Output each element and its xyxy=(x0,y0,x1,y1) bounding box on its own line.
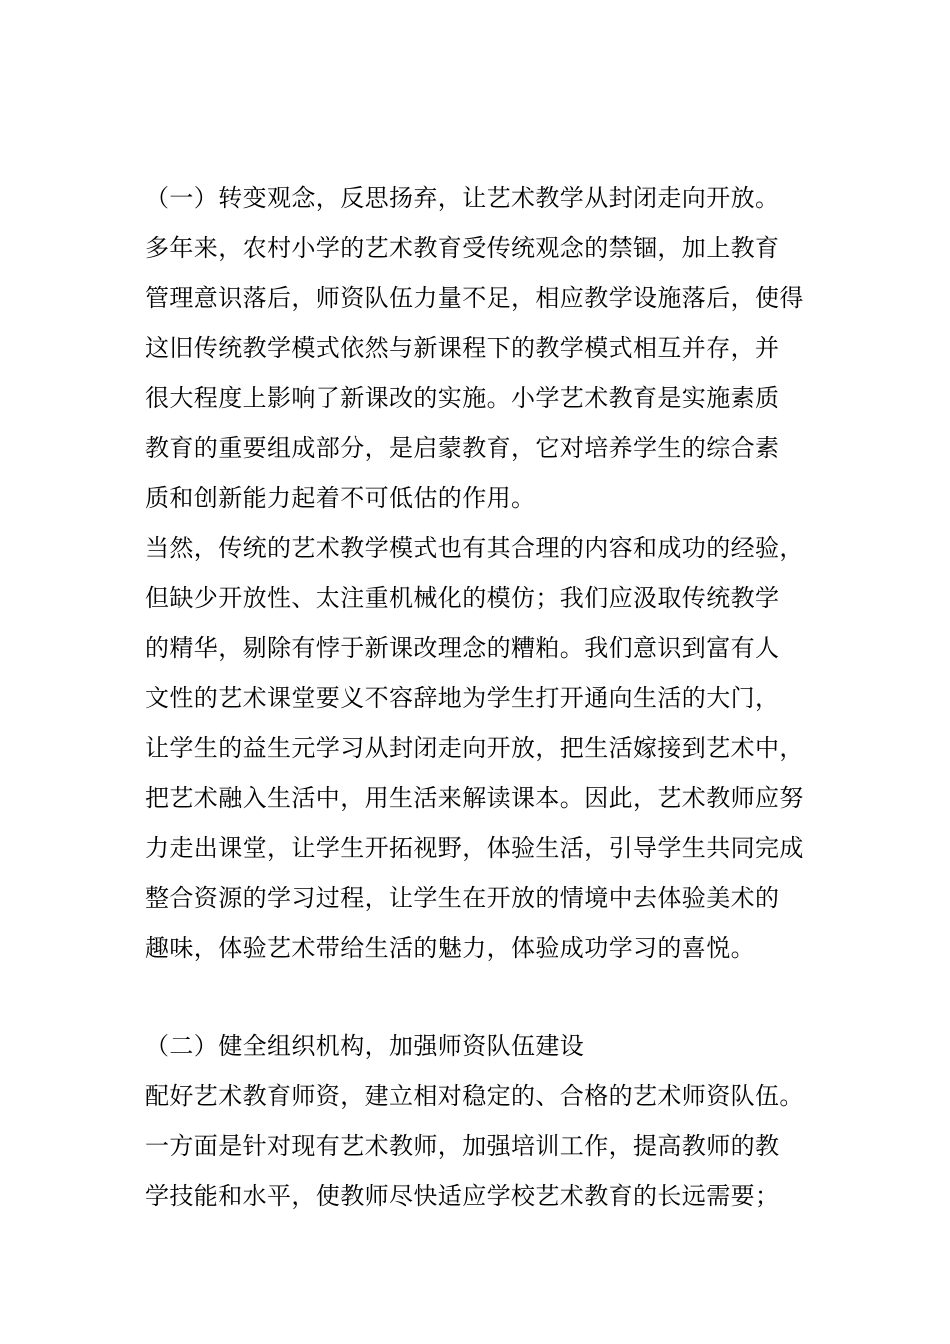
paragraph-line: 管理意识落后，师资队伍力量不足，相应教学设施落后，使得 xyxy=(145,284,804,312)
paragraph-line: 整合资源的学习过程，让学生在开放的情境中去体验美术的 xyxy=(145,884,780,912)
paragraph-line: 多年来，农村小学的艺术教育受传统观念的禁锢，加上教育 xyxy=(145,234,780,262)
paragraph-line: 的精华，剔除有悖于新课改理念的糟粕。我们意识到富有人 xyxy=(145,634,780,662)
section-heading-2: （二）健全组织机构，加强师资队伍建设 xyxy=(145,1032,585,1060)
paragraph-line: 一方面是针对现有艺术教师，加强培训工作，提高教师的教 xyxy=(145,1132,780,1160)
paragraph-line: 质和创新能力起着不可低估的作用。 xyxy=(145,484,536,512)
paragraph-line: 教育的重要组成部分，是启蒙教育，它对培养学生的综合素 xyxy=(145,434,780,462)
paragraph-line: 但缺少开放性、太注重机械化的模仿；我们应汲取传统教学 xyxy=(145,584,780,612)
paragraph-line: 趣味，体验艺术带给生活的魅力，体验成功学习的喜悦。 xyxy=(145,934,755,962)
paragraph-line: 配好艺术教育师资，建立相对稳定的、合格的艺术师资队伍。 xyxy=(145,1082,804,1110)
paragraph-line: 很大程度上影响了新课改的实施。小学艺术教育是实施素质 xyxy=(145,384,780,412)
paragraph-line: 让学生的益生元学习从封闭走向开放，把生活嫁接到艺术中， xyxy=(145,734,804,762)
paragraph-line: 把艺术融入生活中，用生活来解读课本。因此，艺术教师应努 xyxy=(145,784,804,812)
section-heading-1: （一）转变观念，反思扬弃，让艺术教学从封闭走向开放。 xyxy=(145,184,780,212)
paragraph-line: 当然，传统的艺术教学模式也有其合理的内容和成功的经验， xyxy=(145,534,804,562)
paragraph-line: 文性的艺术课堂要义不容辞地为学生打开通向生活的大门， xyxy=(145,684,780,712)
paragraph-line: 学技能和水平，使教师尽快适应学校艺术教育的长远需要； xyxy=(145,1182,780,1210)
paragraph-line: 这旧传统教学模式依然与新课程下的教学模式相互并存，并 xyxy=(145,334,780,362)
paragraph-line: 力走出课堂，让学生开拓视野，体验生活，引导学生共同完成 xyxy=(145,834,804,862)
